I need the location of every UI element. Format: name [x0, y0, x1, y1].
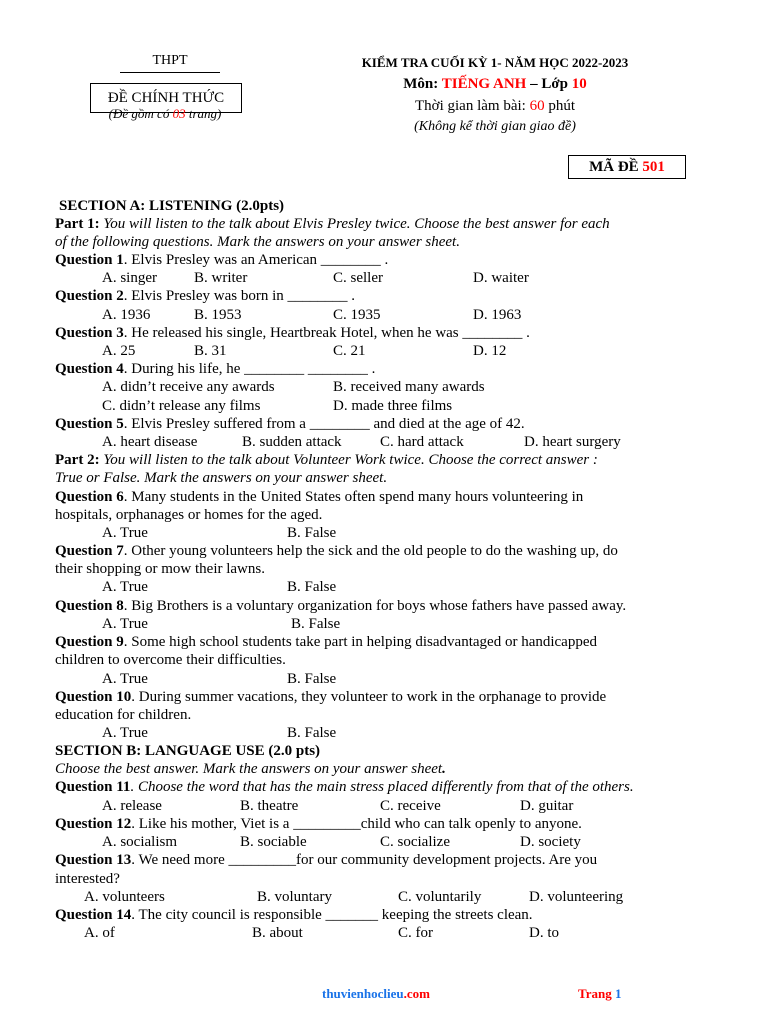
option-b: B. theatre: [240, 798, 299, 814]
part1-instruction: [55, 215, 610, 233]
school-name: THPT: [152, 53, 188, 68]
question-label: Question 9: [55, 634, 124, 650]
option-a: A. volunteers: [84, 889, 165, 905]
question-label: Question 7: [55, 543, 124, 559]
option-d: D. guitar: [520, 798, 574, 814]
grade-value: 10: [571, 76, 587, 92]
question-5: [55, 415, 525, 433]
question-label: Question 13: [55, 852, 132, 868]
question-label: Question 4: [55, 361, 124, 377]
footer-page-label: Trang: [578, 986, 615, 1001]
option-c: C. 21: [333, 343, 366, 359]
option-d: D. waiter: [473, 270, 529, 286]
footer-page-number: [578, 986, 621, 1002]
option-b: B. 1953: [194, 307, 242, 323]
option-d: D. heart surgery: [524, 434, 621, 450]
option-b: B. False: [287, 525, 337, 541]
option-d: D. volunteering: [529, 889, 624, 905]
pages-note-suffix: trang): [185, 106, 222, 121]
question-label: Question 3: [55, 325, 124, 341]
option-c: C. socialize: [380, 834, 450, 850]
school-underline: [120, 72, 220, 73]
duration-note: (Không kể thời gian giao đề): [414, 119, 576, 134]
option-c: C. didn’t release any films: [102, 398, 261, 414]
question-text: . Like his mother, Viet is a _________child who can talk openly to anyone.: [131, 816, 582, 832]
section-b-title: SECTION B: LANGUAGE USE (2.0 pts): [55, 743, 321, 759]
section-b-instruction-text: Choose the best answer. Mark the answers on your answer sheet: [55, 761, 443, 777]
footer-site-name: thuvienhoclieu: [322, 986, 404, 1001]
subject-name: TIẾNG ANH: [441, 76, 527, 92]
option-b: B. False: [287, 725, 337, 741]
option-a: A. True: [102, 525, 148, 541]
question-14: [55, 906, 533, 924]
question-label: Question 1: [55, 252, 124, 268]
question-text: . Elvis Presley suffered from a ________ and died at the age of 42.: [123, 416, 525, 432]
duration-label: Thời gian làm bài:: [415, 98, 530, 114]
option-a: A. singer: [102, 270, 157, 286]
duration-value: 60: [529, 98, 545, 114]
question-4: [55, 360, 375, 378]
question-label: Question 11: [55, 779, 131, 795]
question-text: . He released his single, Heartbreak Hotel, when he was ________ .: [123, 325, 530, 341]
question-text: . Choose the word that has the main stress placed differently from that of the others.: [130, 779, 634, 795]
footer-page-value: 1: [614, 986, 622, 1001]
option-b: B. voluntary: [257, 889, 332, 905]
question-text: . Other young volunteers help the sick and the old people to do the washing up, do: [123, 543, 618, 559]
question-9: [55, 633, 597, 651]
duration-unit: phút: [544, 98, 575, 114]
part2-text-l1: You will listen to the talk about Volunteer Work twice. Choose the correct answer :: [103, 452, 598, 468]
part2-text-l2: True or False. Mark the answers on your answer sheet.: [55, 470, 388, 486]
question-text: . During summer vacations, they volunteer to work in the orphanage to provide: [131, 689, 607, 705]
option-c: C. for: [398, 925, 433, 941]
option-d: D. 12: [473, 343, 507, 359]
question-text: . The city council is responsible _______ keeping the streets clean.: [131, 907, 533, 923]
option-a: A. 25: [102, 343, 136, 359]
question-text-cont: children to overcome their difficulties.: [55, 652, 286, 668]
question-8: [55, 597, 626, 615]
option-a: A. True: [102, 725, 148, 741]
question-text: . Many students in the United States often spend many hours volunteering in: [123, 489, 584, 505]
option-b: B. False: [287, 579, 337, 595]
question-6: [55, 488, 583, 506]
section-b-instruction-end: .: [442, 761, 446, 777]
option-b: B. writer: [194, 270, 248, 286]
question-text: . Elvis Presley was an American ________ .: [123, 252, 389, 268]
option-d: D. made three films: [333, 398, 453, 414]
subject-line: [310, 76, 680, 93]
option-b: B. received many awards: [333, 379, 485, 395]
option-d: D. society: [520, 834, 581, 850]
question-label: Question 8: [55, 598, 124, 614]
pages-note: [90, 106, 240, 122]
option-b: B. sudden attack: [242, 434, 342, 450]
question-label: Question 12: [55, 816, 132, 832]
question-1: [55, 251, 388, 269]
question-10: [55, 688, 606, 706]
subject-label: Môn:: [403, 76, 442, 92]
question-text-cont: their shopping or mow their lawns.: [55, 561, 265, 577]
question-3: [55, 324, 530, 342]
option-b: B. about: [252, 925, 303, 941]
question-11: [55, 778, 634, 796]
section-b-instruction: [55, 760, 446, 778]
exam-title: KIỂM TRA CUỐI KỲ 1- NĂM HỌC 2022-2023: [361, 55, 629, 70]
question-text: . We need more _________for our community development projects. Are you: [131, 852, 598, 868]
option-a: A. release: [102, 798, 162, 814]
option-d: D. to: [529, 925, 559, 941]
part1-label: Part 1:: [55, 216, 104, 232]
option-b: B. sociable: [240, 834, 307, 850]
section-a-title: SECTION A: LISTENING (2.0pts): [59, 198, 285, 214]
option-a: A. True: [102, 579, 148, 595]
option-c: C. seller: [333, 270, 383, 286]
pages-note-prefix: (Đề gồm có: [108, 106, 173, 121]
part2-instruction: [55, 451, 598, 469]
question-text-cont: interested?: [55, 871, 120, 887]
question-7: [55, 542, 618, 560]
option-b: B. 31: [194, 343, 227, 359]
duration-line: [310, 98, 680, 115]
question-label: Question 5: [55, 416, 124, 432]
exam-code-label: MÃ ĐỀ: [589, 159, 643, 175]
question-text: . Elvis Presley was born in ________ .: [123, 288, 355, 304]
question-text-cont: education for children.: [55, 707, 192, 723]
option-a: A. 1936: [102, 307, 151, 323]
option-b: B. False: [287, 671, 337, 687]
question-12: [55, 815, 582, 833]
part1-text-l1: You will listen to the talk about Elvis Presley twice. Choose the best answer for each: [103, 216, 610, 232]
option-a: A. of: [84, 925, 115, 941]
part2-label: Part 2:: [55, 452, 104, 468]
grade-label: – Lớp: [526, 76, 572, 92]
exam-code-box: [568, 155, 686, 179]
footer-site-tld: .com: [403, 986, 430, 1001]
question-text-cont: hospitals, orphanages or homes for the aged.: [55, 507, 323, 523]
question-text: . Some high school students take part in helping disadvantaged or handicapped: [123, 634, 597, 650]
option-b: B. False: [291, 616, 341, 632]
question-text: . Big Brothers is a voluntary organization for boys whose fathers have passed away.: [123, 598, 627, 614]
question-label: Question 10: [55, 689, 132, 705]
footer-site-link[interactable]: [322, 986, 430, 1002]
exam-code-value: 501: [642, 159, 665, 175]
part1-text-l2: of the following questions. Mark the answers on your answer sheet.: [55, 234, 460, 250]
question-label: Question 2: [55, 288, 124, 304]
option-a: A. didn’t receive any awards: [102, 379, 275, 395]
question-label: Question 6: [55, 489, 124, 505]
option-d: D. 1963: [473, 307, 522, 323]
question-13: [55, 851, 597, 869]
option-a: A. True: [102, 616, 148, 632]
option-a: A. True: [102, 671, 148, 687]
question-label: Question 14: [55, 907, 132, 923]
question-2: [55, 287, 355, 305]
option-c: C. hard attack: [380, 434, 464, 450]
option-c: C. receive: [380, 798, 441, 814]
option-a: A. socialism: [102, 834, 177, 850]
option-c: C. voluntarily: [398, 889, 482, 905]
question-text: . During his life, he ________ ________ .: [123, 361, 376, 377]
pages-count: 03: [172, 106, 186, 121]
option-a: A. heart disease: [102, 434, 198, 450]
option-c: C. 1935: [333, 307, 381, 323]
official-label-box: ĐỀ CHÍNH THỨC: [90, 83, 242, 113]
